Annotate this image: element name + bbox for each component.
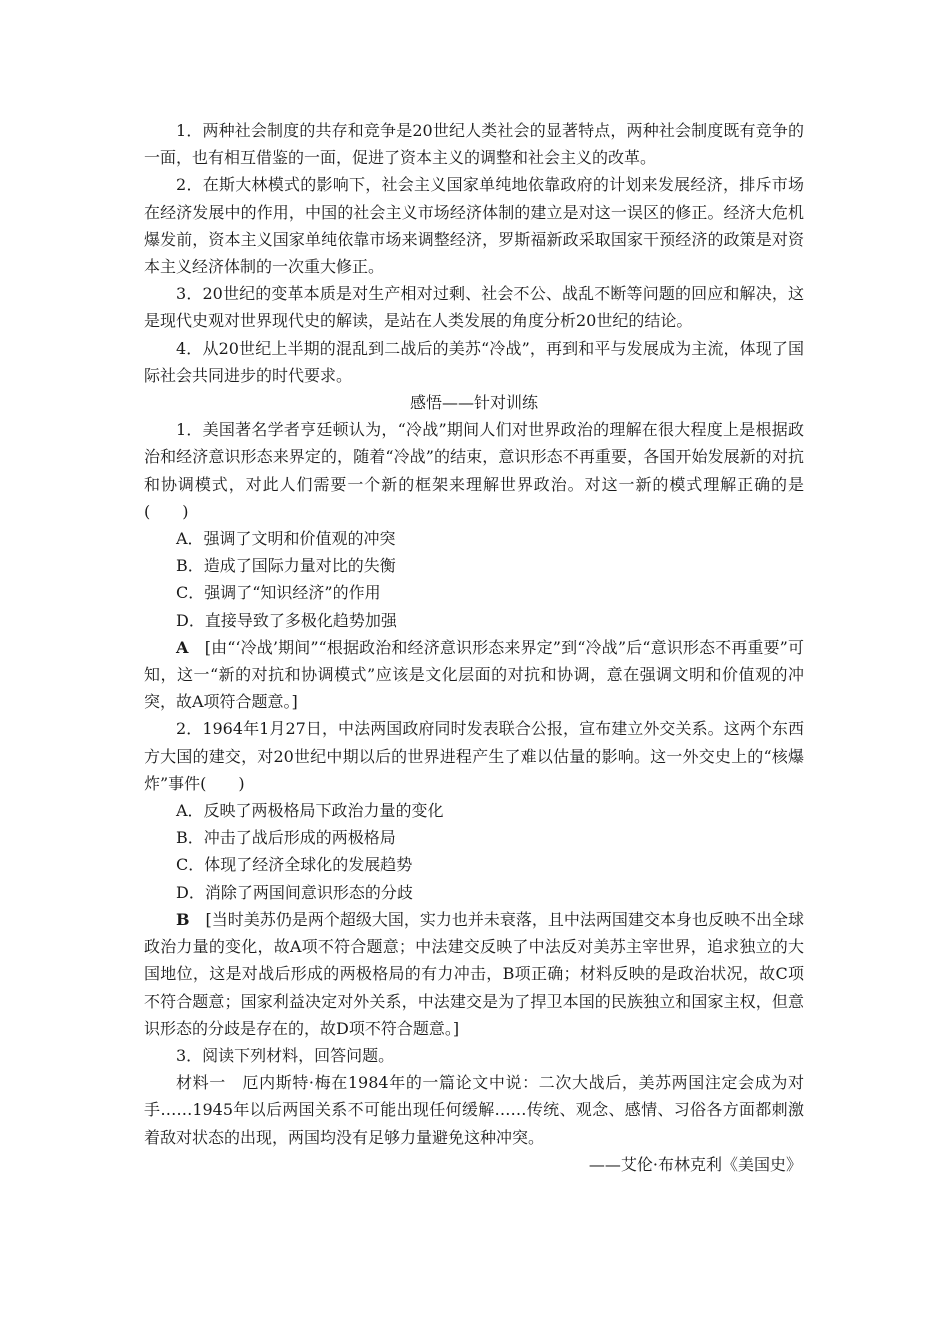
question-1-answer [144, 634, 804, 716]
question-2-option-a: A．反映了两极格局下政治力量的变化 [176, 801, 444, 821]
question-1-option-a: A．强调了文明和价值观的冲突 [176, 529, 396, 549]
summary-point-2: 2．在斯大林模式的影响下，社会主义国家单纯地依靠政府的计划来发展经济，排斥市场在经济发展中的作用，中国的社会主义市场经济体制的建立是对这一误区的修正。经济大危机爆发前，资本主义国家单纯依靠市场来调整经济，罗斯福新政采取国家干预经济的政策是对资本主义经济体制的一次重大修正。 [144, 175, 804, 277]
question-1-option-b: B．造成了国际力量对比的失衡 [176, 556, 396, 576]
text-column [144, 117, 804, 1178]
question-3-stem: 3．阅读下列材料，回答问题。 [176, 1045, 395, 1065]
question-2-explanation: [当时美苏仍是两个超级大国，实力也并未衰落，且中法两国建交本身也反映不出全球政治力量的变化，故A项不符合题意；中法建交反映了中法反对美苏主宰世界，追求独立的大国地位，这是对战后形成的两极格局的有力冲击，B项正确；材料反映的是政治状况，故C项不符合题意；国家利益决定对外关系，中法建交是为了捍卫本国的民族独立和国家主权，但意识形态的分歧是存在的，故D项不符合题意。] [144, 909, 804, 1038]
question-1-stem: 1．美国著名学者亨廷顿认为，“冷战”期间人们对世界政治的理解在很大程度上是根据政治和经济意识形态来界定的，随着“冷战”的结束，意识形态不再重要，各国开始发展新的对抗和协调模式，对此人们需要一个新的框架来理解世界政治。对这一新的模式理解正确的是( ) [144, 420, 804, 521]
question-3-source: ——艾伦·布林克利《美国史》 [588, 1154, 802, 1174]
summary-point-3: 3．20世纪的变革本质是对生产相对过剩、社会不公、战乱不断等问题的回应和解决，这是现代史观对世界现代史的解读，是站在人类发展的角度分析20世纪的结论。 [144, 284, 804, 331]
question-2-stem: 2．1964年1月27日，中法两国政府同时发表联合公报，宣布建立外交关系。这两个东西方大国的建交，对20世纪中期以后的世界进程产生了难以估量的影响。这一外交史上的“核爆炸”事件( ) [144, 719, 804, 793]
question-1-answer-letter: A [176, 637, 189, 657]
question-1-explanation: [由“‘冷战’期间”“根据政治和经济意识形态来界定”到“冷战”后“意识形态不再重要”可知，这一“新的对抗和协调模式”应该是文化层面的对抗和协调，意在强调文明和价值观的冲突，故A项符合题意。] [144, 637, 804, 712]
summary-point-1: 1．两种社会制度的共存和竞争是20世纪人类社会的显著特点，两种社会制度既有竞争的一面，也有相互借鉴的一面，促进了资本主义的调整和社会主义的改革。 [144, 121, 804, 168]
question-1-option-d: D．直接导致了多极化趋势加强 [176, 610, 397, 630]
question-2-answer-letter: B [176, 909, 190, 929]
question-2-option-c: C．体现了经济全球化的发展趋势 [176, 855, 413, 875]
summary-point-4: 4．从20世纪上半期的混乱到二战后的美苏“冷战”，再到和平与发展成为主流，体现了国际社会共同进步的时代要求。 [144, 338, 804, 385]
question-3-material-1: 材料一 厄内斯特·梅在1984年的一篇论文中说：二次大战后，美苏两国注定会成为对手……1945年以后两国关系不可能出现任何缓解……传统、观念、感情、习俗各方面都刺激着敌对状态的出现，两国均没有足够力量避免这种冲突。 [144, 1073, 804, 1147]
question-2-answer [144, 906, 804, 1042]
question-2-option-d: D．消除了两国间意识形态的分歧 [176, 882, 413, 902]
question-2-option-b: B．冲击了战后形成的两极格局 [176, 828, 396, 848]
section-title: 感悟——针对训练 [409, 393, 538, 413]
question-1-option-c: C．强调了“知识经济”的作用 [176, 583, 381, 603]
